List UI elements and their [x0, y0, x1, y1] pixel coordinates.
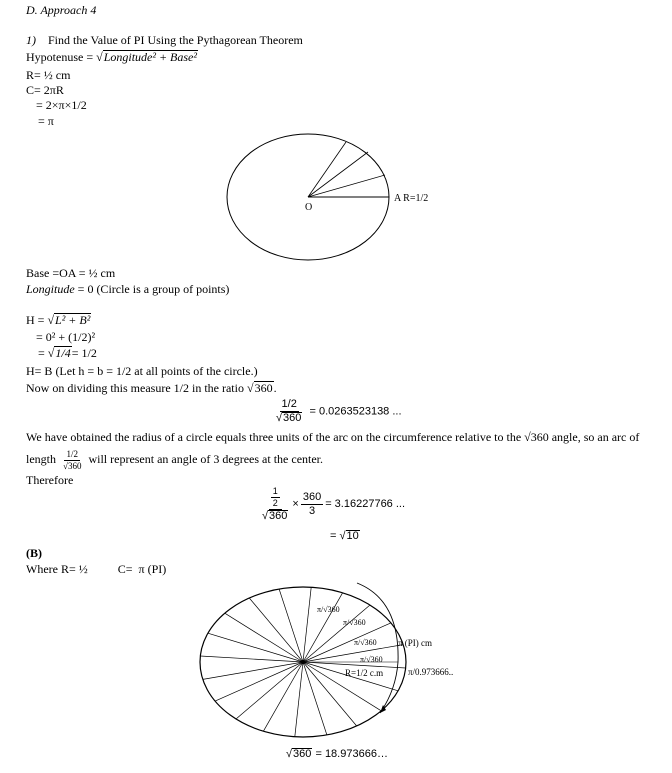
h3-prefix: =	[38, 346, 48, 360]
b-heading: (B)	[26, 546, 42, 560]
paragraph-line-1: We have obtained the radius of a circle equals three units of the arc on the circumference relative to the √360 angle, so an arc of	[26, 430, 640, 444]
divide-suffix: .	[273, 381, 277, 395]
h3-radicand: 1/4	[55, 346, 71, 360]
base-line: Base =OA = ½ cm	[26, 266, 116, 280]
final-equation	[286, 748, 388, 761]
spoke-line	[295, 662, 303, 737]
eq1-denominator: √360	[276, 412, 302, 425]
step1-title: Find the Value of PI Using the Pythagorean Theorem	[48, 33, 303, 47]
para2-prefix: length	[26, 452, 59, 467]
sqrt-sign: √360	[286, 748, 312, 760]
eq2-times: ×	[292, 497, 299, 510]
divide-prefix: Now on dividing this measure 1/2 in the ratio	[26, 381, 247, 395]
spoke-label-3: π/√360	[354, 638, 377, 647]
eq2-a-den: 2	[272, 497, 278, 508]
spoke-line	[215, 662, 303, 701]
spoke-label-2: π/√360	[343, 618, 366, 627]
where-line: Where R= ½ C= π (PI)	[26, 562, 167, 576]
eq2-b-den: 3	[308, 504, 316, 517]
eq2-a-outer-radicand: 360	[269, 509, 288, 522]
therefore-line: Therefore	[26, 473, 74, 487]
divide-radicand: 360	[254, 381, 273, 395]
longitude-rest: = 0 (Circle is a group of points)	[74, 282, 230, 296]
eq1-numerator: 1/2	[280, 398, 299, 412]
sqrt-sign: √Longitude² + Base²	[96, 50, 197, 64]
eq1-den-radicand: 360	[283, 412, 302, 425]
spoke-line	[263, 662, 303, 731]
eq2-r2-prefix: =	[330, 530, 340, 542]
c-calc: = 2×π×1/2	[36, 98, 87, 112]
final-suffix: = 18.973666…	[312, 748, 388, 760]
spoke-line	[208, 633, 303, 662]
spoke-line	[303, 662, 327, 735]
value-label: π/0.973666..	[408, 667, 454, 677]
sqrt-sign: √10	[339, 530, 359, 542]
sqrt-sign: √1/4	[47, 346, 71, 360]
eq2-a-outer-den: √360	[262, 509, 288, 522]
h-radicand: L² + B²	[55, 313, 91, 327]
hyp-prefix: Hypotenuse =	[26, 50, 97, 64]
para2-den: √360	[63, 460, 82, 471]
hb-line: H= B (Let h = b = 1/2 at all points of the circle.)	[26, 364, 258, 378]
spoke-line	[249, 598, 303, 662]
arc-arrow	[357, 583, 398, 713]
para2-suffix: will represent an angle of 3 degrees at the center.	[85, 452, 324, 467]
spoke-line	[303, 593, 343, 662]
c-result: = π	[38, 114, 54, 128]
point-label-a: A R=1/2	[394, 193, 429, 204]
section-heading: D. Approach 4	[26, 3, 97, 17]
spoke-line	[303, 587, 311, 662]
arc-label: π (PI) cm	[398, 638, 433, 648]
hyp-radicand: Longitude² + Base²	[103, 50, 197, 64]
r-line: R= ½ cm	[26, 68, 71, 82]
spoke-line	[236, 662, 303, 719]
h3-suffix: = 1/2	[71, 346, 97, 360]
final-radicand: 360	[293, 748, 312, 760]
center-label-o: O	[305, 202, 313, 213]
eq2-a-num: 1	[272, 486, 278, 496]
sqrt-sign: √L² + B²	[47, 313, 91, 327]
spoke-line	[225, 613, 303, 662]
spoke-line	[279, 589, 303, 662]
step1-number: 1)	[26, 33, 36, 47]
spoke-line	[200, 656, 303, 662]
eq1-result: = 0.0263523138 ...	[309, 405, 402, 418]
radius-label: R=1/2 c.m	[345, 668, 384, 678]
h-step2: = 0² + (1/2)²	[36, 330, 96, 344]
c-line: C= 2πR	[26, 83, 64, 97]
eq2-r2-radicand: 10	[346, 530, 359, 542]
eq2-b-num: 360	[301, 491, 323, 505]
spoke-label-4: π/√360	[360, 655, 383, 664]
h-prefix: H =	[26, 313, 48, 327]
spoke-line	[203, 662, 303, 679]
arc-arrowhead	[380, 705, 386, 713]
spoke-line	[303, 645, 403, 662]
para2-num: 1/2	[66, 449, 78, 459]
spoke-label-1: π/√360	[317, 605, 340, 614]
sqrt-sign: √360	[246, 381, 273, 395]
eq2-result: = 3.16227766 ...	[325, 497, 406, 510]
longitude-word: Longitude	[26, 282, 75, 296]
